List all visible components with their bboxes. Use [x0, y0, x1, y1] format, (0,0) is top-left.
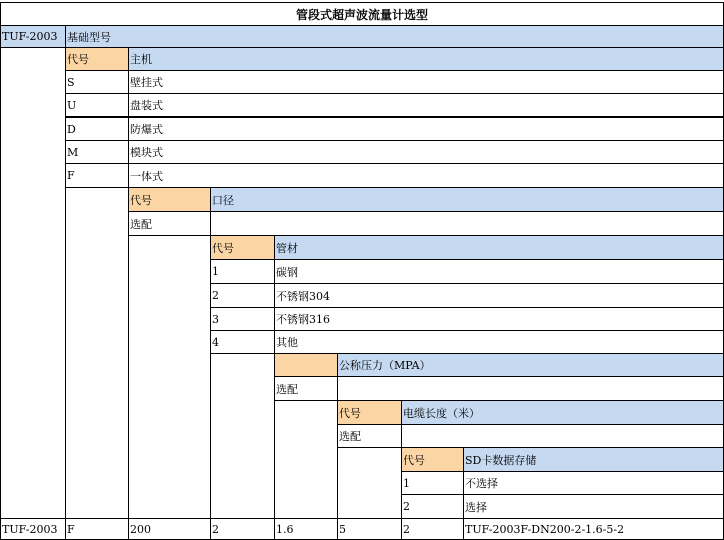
- material-option-name: 不锈钢304: [274, 283, 724, 308]
- host-option-name: 一体式: [128, 163, 724, 188]
- material-option-code: 2: [210, 283, 275, 308]
- example-cell: TUF-2003: [0, 518, 66, 540]
- host-option-name: 壁挂式: [128, 70, 724, 94]
- sd-option-name: 选择: [463, 494, 724, 519]
- sd-header: SD卡数据存储: [463, 447, 724, 472]
- host-code-header: 代号: [65, 47, 129, 71]
- material-option-code: 1: [210, 259, 275, 284]
- pressure-option-blank: [337, 376, 724, 401]
- cable-header: 电缆长度（米）: [401, 400, 724, 425]
- sd-option-code: 1: [401, 471, 464, 495]
- empty-cell-col1: [65, 187, 129, 519]
- empty-cell-col2: [128, 235, 211, 519]
- material-header: 管材: [274, 235, 724, 260]
- cable-code-header: 代号: [337, 400, 402, 425]
- pressure-code-header: [274, 353, 338, 377]
- host-option-code: U: [65, 93, 129, 117]
- example-cell: F: [65, 518, 129, 540]
- material-option-code: 4: [210, 330, 275, 354]
- host-option-code: M: [65, 140, 129, 164]
- sd-code-header: 代号: [401, 447, 464, 472]
- host-option-code: D: [65, 117, 129, 141]
- pressure-header: 公称压力（MPA）: [337, 353, 724, 377]
- host-option-name: 盘装式: [128, 93, 724, 117]
- material-code-header: 代号: [210, 235, 275, 260]
- empty-cell-col4: [274, 400, 338, 519]
- model-code-cell: TUF-2003: [0, 25, 66, 48]
- example-cell: 2: [401, 518, 464, 540]
- example-model-string: TUF-2003F-DN200-2-1.6-5-2: [463, 518, 724, 540]
- sd-option-name: 不选择: [463, 471, 724, 495]
- example-cell: 200: [128, 518, 211, 540]
- host-option-name: 模块式: [128, 140, 724, 164]
- empty-cell-col3: [210, 353, 275, 519]
- pressure-option: 选配: [274, 376, 338, 401]
- material-option-name: 碳钢: [274, 259, 724, 284]
- example-cell: 5: [337, 518, 402, 540]
- sd-option-code: 2: [401, 494, 464, 519]
- material-option-code: 3: [210, 307, 275, 331]
- table-title: 管段式超声波流量计选型: [0, 2, 724, 26]
- diameter-header: 口径: [210, 187, 724, 212]
- material-option-name: 不锈钢316: [274, 307, 724, 331]
- diameter-code-header: 代号: [128, 187, 211, 212]
- host-option-name: 防爆式: [128, 117, 724, 141]
- host-option-code: S: [65, 70, 129, 94]
- example-cell: 2: [210, 518, 275, 540]
- empty-cell-col5: [337, 447, 402, 519]
- base-model-header: 基础型号: [65, 25, 724, 48]
- example-cell: 1.6: [274, 518, 338, 540]
- material-option-name: 其他: [274, 330, 724, 354]
- host-header: 主机: [128, 47, 724, 71]
- host-option-code: F: [65, 163, 129, 188]
- empty-cell-col0: [0, 47, 66, 519]
- cable-option: 选配: [337, 424, 402, 448]
- diameter-option-blank: [210, 211, 724, 236]
- diameter-option: 选配: [128, 211, 211, 236]
- cable-option-blank: [401, 424, 724, 448]
